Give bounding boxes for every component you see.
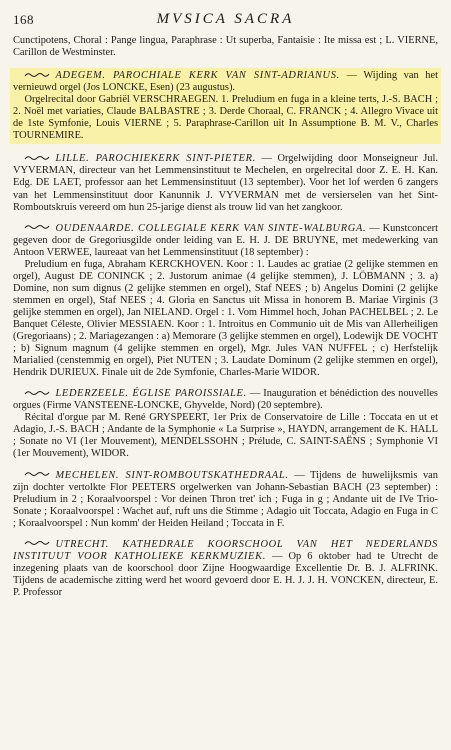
page-number: 168 (13, 12, 34, 27)
page-header (13, 10, 438, 32)
entry-heading: MECHELEN. SINT-ROMBOUTSKATHEDRAAL. (55, 469, 289, 481)
entry-paragraph: Récital d'orgue par M. René GRYSPEERT, 1er Prix de Conservatoire de Lille : Toccata en ut et Adagio, J.-S. BACH ; Andante de la Symphonie « La Surprise », HAYDN, arrangement de K. HALL ; Sonate no VI (1er Mouvement), MENDELSSOHN ; Prélude, C. SAINT-SAËNS ; Symphonie VI (1er Mouvement), WIDOR. (13, 412, 438, 460)
entry-heading-paragraph (13, 223, 438, 259)
entry-heading-paragraph (13, 388, 438, 412)
ornament-icon (24, 539, 50, 547)
entry-mechelen (13, 470, 438, 530)
entry-heading-paragraph (13, 470, 438, 530)
entry-utrecht (13, 539, 438, 599)
ornament-icon (24, 389, 50, 397)
ornament-icon (24, 71, 50, 79)
ornament-icon (24, 154, 50, 162)
entry-heading: ADEGEM. PAROCHIALE KERK VAN SINT-ADRIANUS. (55, 70, 340, 82)
entry-adegem (10, 68, 441, 144)
entry-paragraph: Orgelrecital door Gabriël VERSCHRAEGEN. 1. Preludium en fuga in a kleine terts, J.-S. BACH ; 2. Noël met variaties, Claude BALBASTRE ; 3. Derde Choraal, C. FRANCK ; 4. Allegro Vivace uit de 1ste Symfonie, Louis VIERNE ; 5. Paraphrase-Carillon uit In Assumptione B. M. V., Charles TOURNEMIRE. (13, 94, 438, 142)
entry-heading-paragraph (13, 153, 438, 213)
entry-oudenaarde (13, 223, 438, 380)
entry-heading: OUDENAARDE. COLLEGIALE KERK VAN SINTE-WALBURGA. (55, 222, 367, 234)
entry-lead: — Orgelwijding door Monseigneur Jul. VYVERMAN, directeur van het Lemmensinstituut te Mechelen, en orgelrecital door Z. E. H. Kan. Edg. DE LAET, professor aan het Lemmensinstituut (13 september). Voor het lof werden 6 zangers van het Lemmensinstituut door Kanunnik J. VYVERMAN met de versierselen van het Sint-Romboutskruis vereerd om hun 25-jarige dienst als trouw lid van het zangkoor. (13, 153, 438, 213)
entry-lead: — Tijdens de huwelijksmis van zijn dochter vertolkte Flor PEETERS orgelwerken van Johann-Sebastian BACH (23 september) : Preludium in 2 ; Koraalvoorspel : Vor deinen Thron tret' ich ; Fuga in g ; Andante uit de IVe Trio-Sonate ; Koraalvoorspel : Wachet auf, ruft uns die Stimme ; Adagio uit Toccata, Adagio en Fuga in C ; Koraalvoorspel : Nun komm' der Heiden Heiland ; Toccata in F. (13, 469, 438, 529)
entry-lead: — Inauguration et bénédiction des nouvelles orgues (Firme VANSTEENE-LONCKE, Ghyvelde, Nord) (20 septembre). (13, 388, 438, 412)
entry-heading: LILLE. PAROCHIEKERK SINT-PIETER. (55, 153, 256, 165)
entry-lead: — Op 6 oktober had te Utrecht de inzegening plaats van de koorschool door Zijne Hoogwaardige Excellentie Dr. B. J. ALFRINK. Tijdens de academische zitting werd het woord gevoerd door E. H. J. J. H. VONCKEN, directeur, E. P. Professor (13, 550, 438, 598)
entry-heading-paragraph (13, 70, 438, 94)
entry-lead: — Kunstconcert gegeven door de Gregoriusgilde onder leiding van E. H. J. DE BRUYNE, met medewerking van Antoon VERWEE, laureaat van het Lemmensinstituut (18 september) : (13, 222, 438, 258)
ornament-icon (24, 223, 50, 231)
entry-paragraph: Preludium en fuga, Abraham KERCKHOVEN. Koor : 1. Laudes ac gratiae (2 gelijke stemmen en orgel), August DE CONINCK ; 2. Justorum animae (4 gelijke stemmen), J. LÖBMANN ; 3. a) Domine, non sum dignus (2 gelijke stemmen en orgel), Staf NEES ; b) Angelus Domini (2 gelijke stemmen en orgel), Staf NEES ; 4. Gloria en Sanctus uit Missa in honorem B. Mariae Virginis (3 gelijke stemmen en orgel), Jan NIELAND. Orgel : 1. Vom Himmel hoch, Johan PACHELBEL ; 2. Le Banquet Céleste, Olivier MESSIAEN. Koor : 1. Introitus en Communio uit de Mis van Allerheiligen (Gregoriaans) ; 2. Mariagezangen : a) Memorare (3 gelijke stemmen en orgel), Lodewijk DE VOCHT ; b) Signum magnum (4 gelijke stemmen en orgel), Mgr. Jules VAN NUFFEL ; c) Herfstelijk Marialied (censtemmig en orgel), Piet NUTEN ; 3. Laudate Dominum (2 gelijke stemmen en orgel), Hendrik DURIEUX. Finale uit de 2de Symfonie, Charles-Marie WIDOR. (13, 258, 438, 379)
entry-lead: — Wijding van het vernieuwd orgel (Jos LONCKE, Esen) (23 augustus). (13, 70, 438, 94)
entry-lille (13, 153, 438, 213)
entry-heading: LEDERZEELE. ÉGLISE PAROISSIALE. (55, 388, 247, 400)
running-title: MVSICA SACRA (156, 11, 295, 27)
entry-heading: UTRECHT. KATHEDRALE KOORSCHOOL VAN HET NEDERLANDS INSTITUUT VOOR KATHOLIEKE KERKMUZIEK. (13, 538, 438, 562)
entry-lederzeele (13, 388, 438, 460)
entry-heading-paragraph (13, 539, 438, 599)
intro-paragraph: Cunctipotens, Choral : Pange lingua, Paraphrase : Ut superba, Fantaisie : Ite missa est ; L. VIERNE, Carillon de Westminster. (13, 35, 438, 59)
page-body (13, 35, 438, 599)
ornament-icon (24, 470, 50, 478)
